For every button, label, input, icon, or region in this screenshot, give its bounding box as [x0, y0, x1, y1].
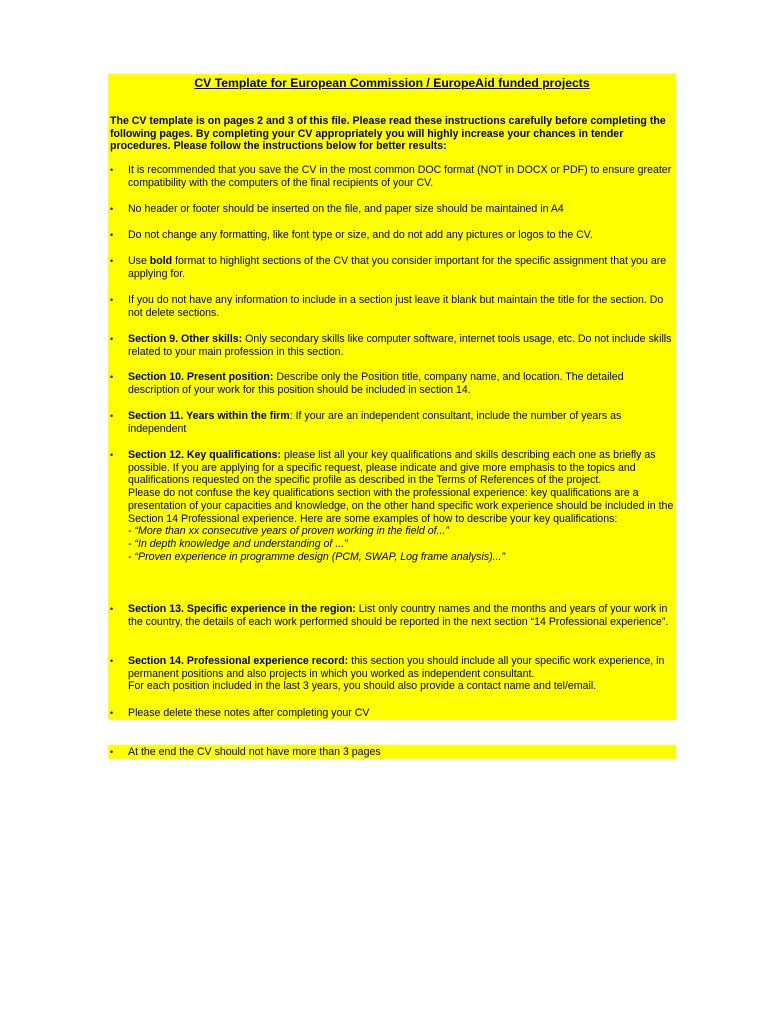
- bullet-icon: •: [110, 256, 114, 266]
- bullet-icon: •: [110, 295, 114, 305]
- list-item-section-14: • Section 14. Professional experience record: this section you should include all your specific work experience, in permanent positions and also projects in which you worked as independent consultant. For each position included in the last 3 years, you should also provide a contact name and tel/email.: [110, 655, 665, 693]
- list-item-section-11: • Section 11. Years within the firm: If your are an independent consultant, include the number of years as independent: [110, 410, 622, 435]
- list-item-delete-notes: • Please delete these notes after completing your CV: [110, 707, 370, 719]
- list-item-section-13: • Section 13. Specific experience in the region: List only country names and the months and years of your work in the country, the details of each work performed should be reported in the next section “14 Professional experience”.: [110, 603, 669, 628]
- document-title: CV Template for European Commission / EuropeAid funded projects: [194, 76, 590, 90]
- list-item-formatting: • Do not change any formatting, like font type or size, and do not add any pictures or logos to the CV.: [110, 229, 593, 241]
- bullet-icon: •: [110, 656, 114, 666]
- list-item-doc-format: • It is recommended that you save the CV in the most common DOC format (NOT in DOCX or PDF) to ensure greater compatibility with the computers of the final recipients of your CV.: [110, 164, 672, 189]
- bullet-icon: •: [110, 604, 114, 614]
- example-item: - “More than xx consecutive years of proven working in the field of...”: [128, 525, 449, 538]
- list-item-section-9: • Section 9. Other skills: Only secondary skills like computer software, internet tools usage, etc. Do not include skills related to your main profession in this section.: [110, 333, 672, 358]
- section-12-note: Please do not confuse the key qualifications section with the professional experience: key qualifications are a presentation of your capacities and knowledge, on the other hand specific work experience should be included in the Section 14 Professional experience. Here are some examples of how to describe your key qualifications:: [128, 487, 674, 525]
- list-item-blank-section: • If you do not have any information to include in a section just leave it blank but maintain the title for the section. Do not delete sections.: [110, 294, 664, 319]
- bullet-icon: •: [110, 230, 114, 240]
- bullet-icon: •: [110, 411, 114, 421]
- bullet-icon: •: [110, 165, 114, 175]
- list-item-section-12: • Section 12. Key qualifications: please list all your key qualifications and skills describing each one as briefly as possible. If you are applying for a specific request, please indicate and give more emphasis to the topics and qualifications requested on the specific profile as described in the Terms of References of the project. Please do not confuse the key qualifications section with the professional experience: key qualifications are a presentation of your capacities and knowledge, on the other hand specific work experience should be included in the Section 14 Professional experience. Here are some examples of how to describe your key qualifications: - “More than xx consecutive years of proven working in the field of...” - “In depth knowledge and understanding of ...” - “Proven experience in programme design (PCM, SWAP, Log frame analysis)...”: [110, 449, 676, 563]
- example-item: - “In depth knowledge and understanding of ...”: [128, 537, 348, 550]
- example-item: - “Proven experience in programme design (PCM, SWAP, Log frame analysis)...”: [128, 550, 506, 563]
- list-item-no-header: • No header or footer should be inserted on the file, and paper size should be maintained in A4: [110, 203, 564, 215]
- intro-paragraph: The CV template is on pages 2 and 3 of this file. Please read these instructions carefully before completing the following pages. By completing your CV appropriately you will highly increase your chances in tender procedures. Please follow the instructions below for better results:: [110, 115, 666, 153]
- list-item-bold: • Use bold format to highlight sections of the CV that you consider important for the specific assignment that you are applying for.: [110, 255, 667, 280]
- bullet-icon: •: [110, 204, 114, 214]
- list-item-section-10: • Section 10. Present position: Describe only the Position title, company name, and location. The detailed description of your work for this position should be included in section 14.: [110, 371, 624, 396]
- list-item-max-pages: • At the end the CV should not have more than 3 pages: [110, 746, 381, 758]
- example-list: [128, 525, 676, 563]
- bullet-icon: •: [110, 450, 114, 460]
- bullet-icon: •: [110, 334, 114, 344]
- bullet-icon: •: [110, 708, 114, 718]
- bullet-icon: •: [110, 372, 114, 382]
- bullet-icon: •: [110, 747, 114, 757]
